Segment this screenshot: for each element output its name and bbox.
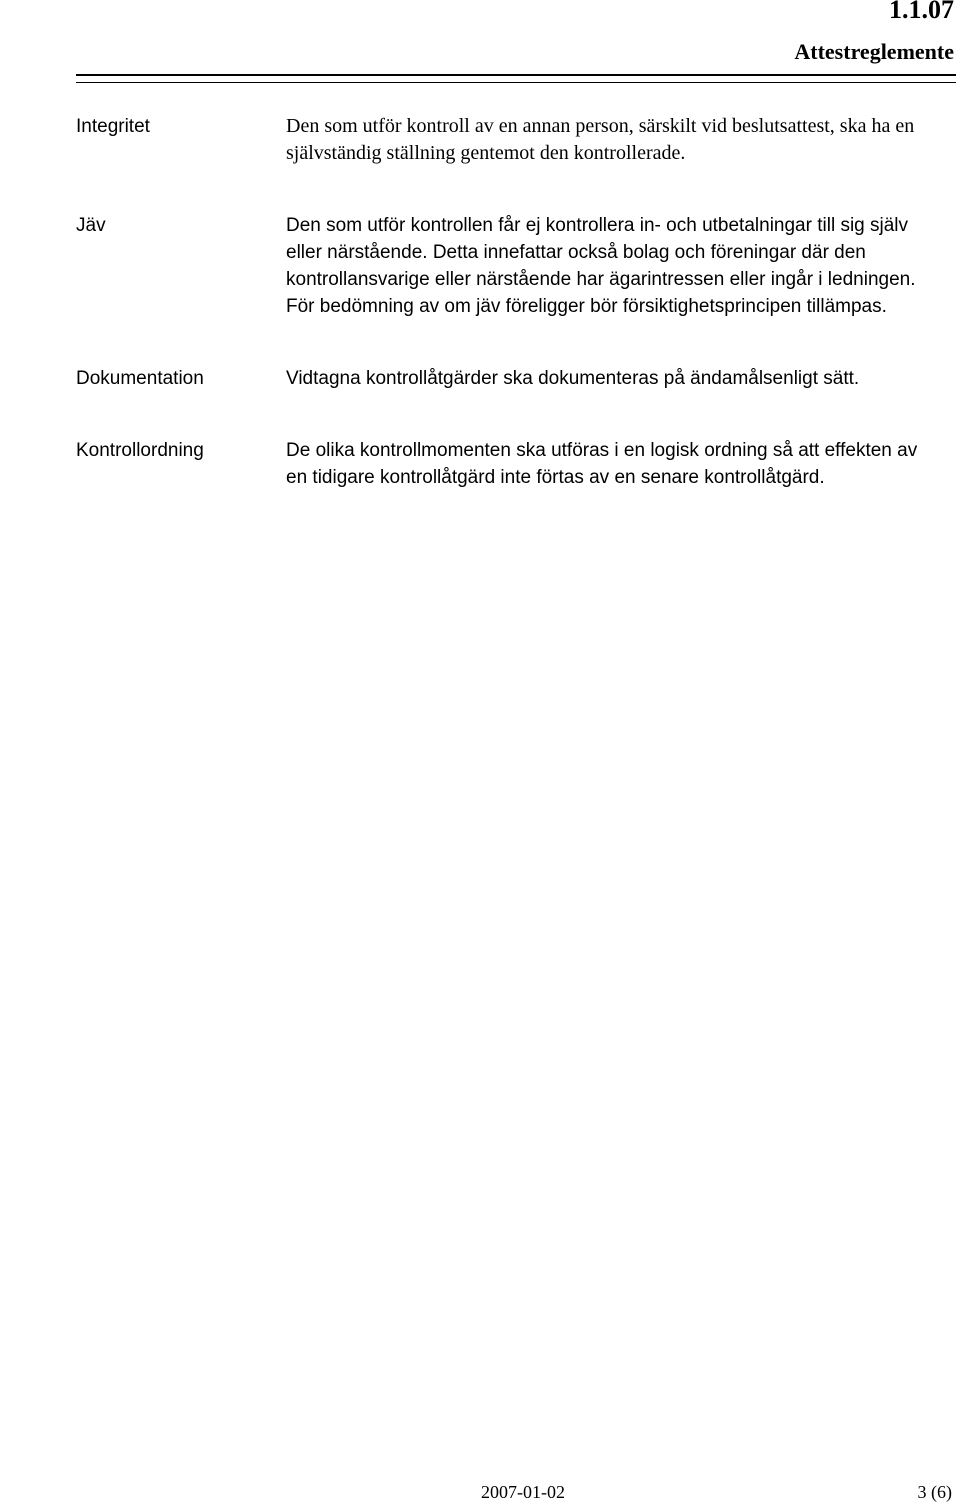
header-divider xyxy=(76,74,956,83)
section-body-dokumentation: Vidtagna kontrollåtgärder ska dokumenteras på ändamålsenligt sätt. xyxy=(286,368,860,389)
section-body-integritet: Den som utför kontroll av en annan person, särskilt vid beslutsattest, ska ha en självständig ställning gentemot den kontrollerade. xyxy=(286,115,915,164)
footer-date: 2007-01-02 xyxy=(481,1482,565,1502)
document-title: Attestreglemente xyxy=(794,39,954,64)
section-label-dokumentation: Dokumentation xyxy=(76,368,204,389)
document-number: 1.1.07 xyxy=(889,0,954,24)
section-body-kontrollordning: De olika kontrollmomenten ska utföras i en logisk ordning så att effekten av en tidigare kontrollåtgärd inte förtas av en senare kontrollåtgärd. xyxy=(286,440,918,488)
footer-page-number: 3 (6) xyxy=(917,1482,952,1502)
section-label-integritet: Integritet xyxy=(76,116,150,137)
section-label-jav: Jäv xyxy=(76,215,106,236)
section-body-jav: Den som utför kontrollen får ej kontrollera in- och utbetalningar till sig själv eller närstående. Detta innefattar också bolag och föreningar där den kontrollansvarige eller närstående har ägarintressen eller ingår i ledningen. För bedömning av om jäv föreligger bör försiktighetsprincipen tillämpas. xyxy=(286,215,916,317)
section-label-kontrollordning: Kontrollordning xyxy=(76,440,204,461)
